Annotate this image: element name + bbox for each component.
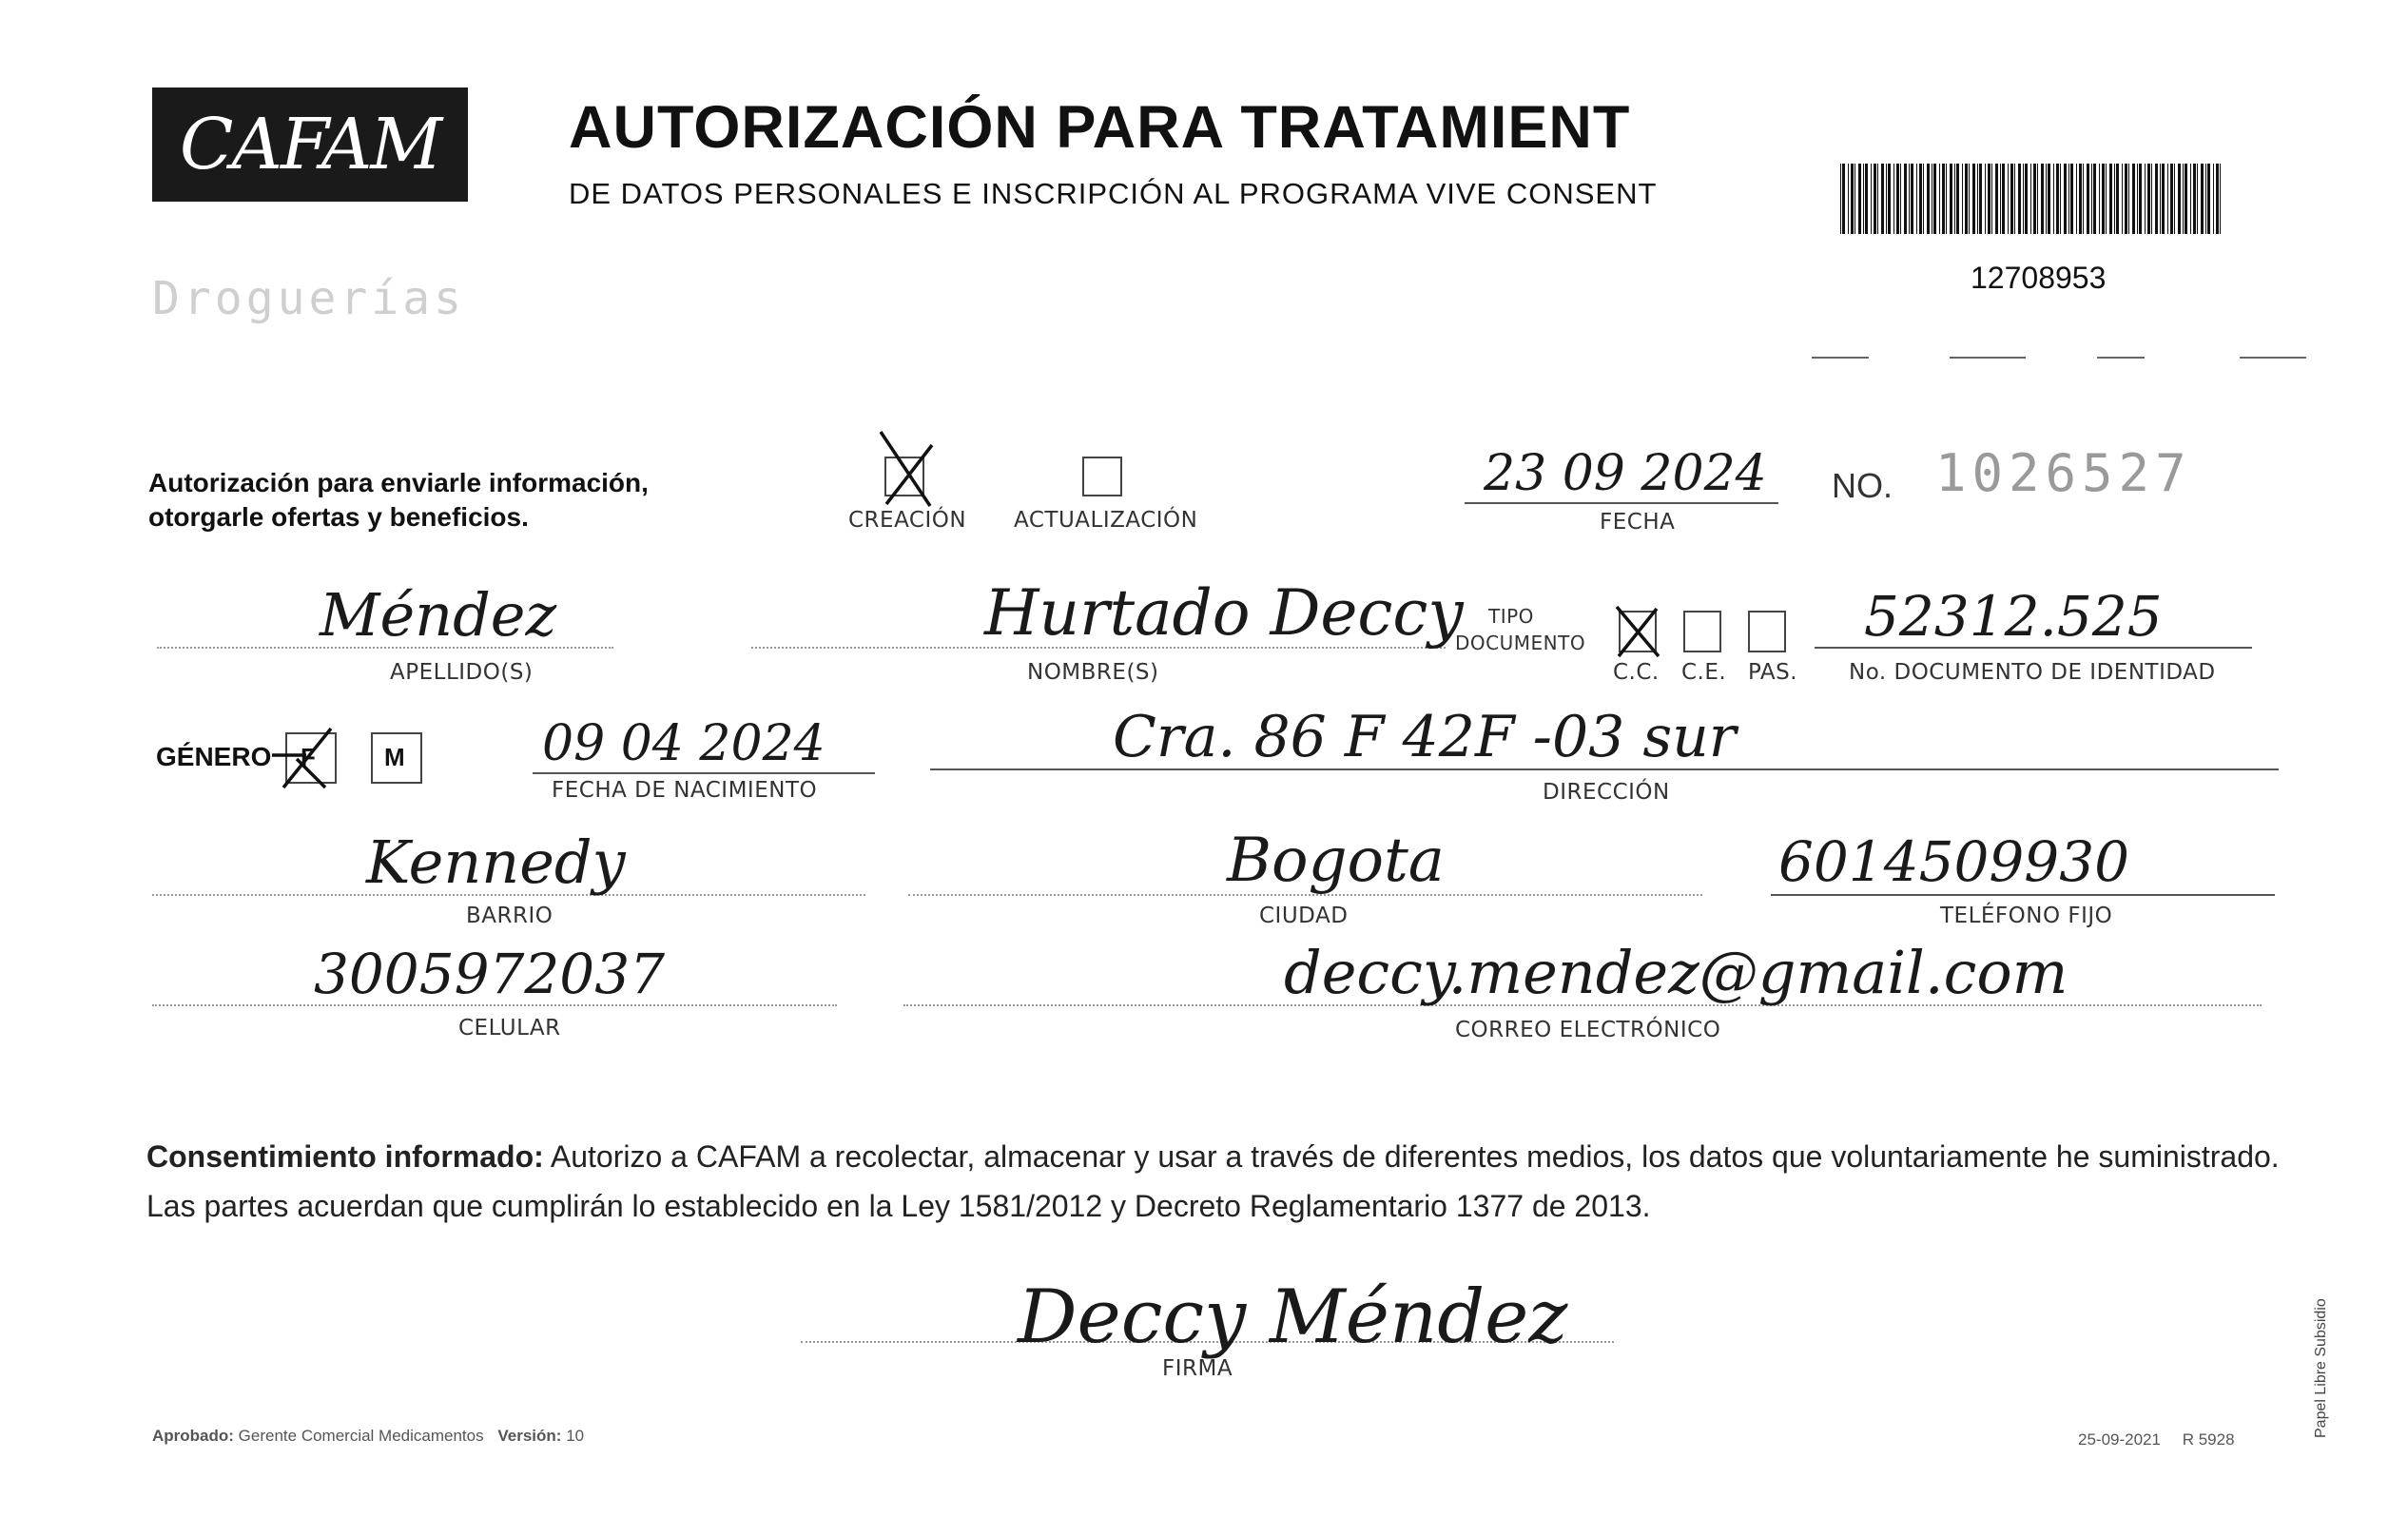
barcode-bar: [2167, 164, 2168, 234]
barcode-bar: [1988, 164, 1990, 234]
barcode-bar: [1985, 164, 1986, 234]
barcode-bar: [2056, 164, 2059, 234]
barcode-bar: [1874, 164, 1876, 234]
apellidos-value: Méndez: [320, 580, 557, 650]
barcode-bar: [2102, 164, 2105, 234]
barcode-bar: [2155, 164, 2158, 234]
check-mark-icon: [1611, 601, 1664, 662]
barcode-bar: [1909, 164, 1910, 234]
barcode-bar: [1962, 164, 1963, 234]
consent-body: Autorizo a CAFAM a recolectar, almacenar y usar a través de diferentes medios, los datos que voluntariamente he suministrado. Las partes acuerdan que cumplirán lo establecido en la Ley 1581/2012 y Decreto Reglamentario 1377 de 2013.: [146, 1139, 2280, 1223]
nombres-value: Hurtado Deccy: [984, 576, 1464, 650]
correo-value: deccy.mendez@gmail.com: [1284, 938, 2068, 1007]
barcode-bar: [1900, 164, 1901, 234]
barcode-bar: [1965, 164, 1968, 234]
tipo-documento-label-2: DOCUMENTO: [1455, 632, 1586, 654]
barcode-bar: [2162, 164, 2165, 234]
barcode-bar: [1950, 164, 1952, 234]
f-label: F: [301, 743, 316, 771]
genero-label: GÉNERO: [156, 742, 272, 771]
nombres-label: NOMBRE(S): [1027, 660, 1159, 685]
barcode-bar: [1863, 164, 1864, 234]
version-label: Versión:: [497, 1427, 562, 1445]
consent-paragraph: [146, 1132, 2286, 1231]
barcode-bar: [2064, 164, 2067, 234]
barcode-bar: [1916, 164, 1917, 234]
barcode-bar: [2046, 164, 2047, 234]
correo-label: CORREO ELECTRÓNICO: [1455, 1018, 1721, 1042]
barrio-label: BARRIO: [466, 904, 553, 928]
cafam-logo: [152, 88, 468, 202]
barcode-bar: [1979, 164, 1982, 234]
barcode-bar: [2174, 164, 2175, 234]
barcode-bar: [2205, 164, 2206, 234]
fecha-line: [1465, 502, 1778, 504]
barcode-bar: [2183, 164, 2184, 234]
barcode-bar: [2116, 164, 2119, 234]
barcode-bar: [2160, 164, 2161, 234]
direccion-value: Cra. 86 F 42F -03 sur: [1113, 704, 1737, 770]
no-label: NO.: [1832, 466, 1893, 505]
authorization-text: Autorización para enviarle información, otorgarle ofertas y beneficios.: [148, 468, 649, 532]
barcode-bar: [2145, 164, 2146, 234]
barcode-bar: [2030, 164, 2031, 234]
barcode-bar: [1848, 164, 1849, 234]
signature-value: Deccy Méndez: [1018, 1274, 1568, 1360]
barcode-bar: [1896, 164, 1899, 234]
telefono-label: TELÉFONO FIJO: [1940, 904, 2113, 928]
barcode-bar: [2220, 164, 2221, 234]
form-number: 1026527: [1935, 443, 2192, 503]
barcode-bar: [2109, 164, 2112, 234]
divider: [1812, 357, 1869, 359]
ciudad-value: Bogota: [1227, 826, 1445, 896]
direccion-label: DIRECCIÓN: [1543, 780, 1670, 805]
signature-label: FIRMA: [1162, 1356, 1233, 1381]
tipo-documento-label: TIPO: [1488, 605, 1534, 628]
actualizacion-checkbox[interactable]: [1082, 457, 1122, 496]
barcode-bar: [2147, 164, 2150, 234]
celular-value: 3005972037: [314, 942, 666, 1006]
actualizacion-label: ACTUALIZACIÓN: [1014, 508, 1198, 533]
divider: [2097, 357, 2145, 359]
logo-text: CAFAM: [179, 104, 441, 185]
barcode-bar: [2037, 164, 2038, 234]
vertical-side-text: Papel Libre Subsidio: [2313, 1298, 2329, 1438]
barcode-bar: [1877, 164, 1878, 234]
barcode-bar: [1977, 164, 1978, 234]
barcode-bar: [1881, 164, 1884, 234]
form-title: AUTORIZACIÓN PARA TRATAMIENT: [569, 94, 1631, 161]
barcode-bar: [2018, 164, 2021, 234]
check-mark-icon: [268, 721, 354, 791]
fecha-nacimiento-line: [533, 772, 875, 774]
fecha-label: FECHA: [1600, 510, 1676, 535]
barcode-bar: [2053, 164, 2054, 234]
barcode-bar: [1893, 164, 1894, 234]
footer-aprobado: [152, 1427, 584, 1446]
barcode-number: 12708953: [1971, 261, 2107, 295]
m-label: M: [384, 743, 405, 771]
barcode-bar: [2002, 164, 2005, 234]
barcode-bar: [2170, 164, 2173, 234]
ce-label: C.E.: [1681, 660, 1727, 685]
barcode-bar: [2068, 164, 2069, 234]
barcode-bar: [1851, 164, 1854, 234]
barcode-bar: [1969, 164, 1970, 234]
barcode-bar: [1865, 164, 1868, 234]
apellidos-label: APELLIDO(S): [390, 660, 534, 685]
form-subtitle: DE DATOS PERSONALES E INSCRIPCIÓN AL PROGRAMA VIVE CONSENT: [569, 177, 1658, 210]
barcode-bar: [2099, 164, 2100, 234]
barcode-bar: [1954, 164, 1955, 234]
barcode-bar: [2083, 164, 2084, 234]
barcode-bar: [2193, 164, 2196, 234]
barcode-bar: [2087, 164, 2089, 234]
pas-checkbox[interactable]: [1748, 611, 1786, 652]
barcode-bar: [2025, 164, 2028, 234]
barcode-bar: [2178, 164, 2181, 234]
barcode-bar: [1886, 164, 1887, 234]
barcode-bar: [2213, 164, 2214, 234]
barcode-bar: [2122, 164, 2123, 234]
telefono-line: [1771, 894, 2275, 896]
barcode-bar: [1991, 164, 1992, 234]
barcode-bar: [1939, 164, 1940, 234]
ce-checkbox[interactable]: [1683, 611, 1721, 652]
barcode-bar: [2010, 164, 2013, 234]
barcode-bar: [1995, 164, 1998, 234]
barcode-bar: [2008, 164, 2009, 234]
barcode-bar: [2048, 164, 2050, 234]
date-code: 25-09-2021: [2078, 1430, 2161, 1449]
fecha-nacimiento-label: FECHA DE NACIMIENTO: [552, 778, 818, 803]
barcode-bar: [1923, 164, 1924, 234]
barrio-value: Kennedy: [366, 827, 626, 897]
barcode-bar: [2132, 164, 2135, 234]
celular-label: CELULAR: [458, 1016, 561, 1041]
barcode-bar: [1904, 164, 1907, 234]
barcode-bar: [1972, 164, 1975, 234]
barcode-bar: [1888, 164, 1891, 234]
documento-label: No. DOCUMENTO DE IDENTIDAD: [1849, 660, 2216, 685]
barcode-bar: [1956, 164, 1959, 234]
pas-label: PAS.: [1748, 660, 1798, 685]
barcode-bar: [1840, 164, 1841, 234]
barcode-bar: [2000, 164, 2001, 234]
fecha-value: 23 09 2024: [1484, 445, 1767, 502]
aprobado-label: Aprobado:: [152, 1427, 234, 1445]
telefono-value: 6014509930: [1778, 829, 2130, 894]
ciudad-label: CIUDAD: [1259, 904, 1349, 928]
cc-label: C.C.: [1613, 660, 1660, 685]
check-mark-icon: [873, 428, 940, 514]
barcode-bar: [1871, 164, 1872, 234]
genero-m-checkbox[interactable]: [371, 732, 422, 784]
form-code: R 5928: [2182, 1430, 2235, 1449]
barcode-bar: [1919, 164, 1922, 234]
barcode-bar: [2033, 164, 2036, 234]
footer-codes: [2078, 1430, 2235, 1449]
barcode-bar: [2114, 164, 2115, 234]
barcode-bar: [2197, 164, 2198, 234]
barcode-bar: [2201, 164, 2204, 234]
barcode-bar: [2128, 164, 2129, 234]
barcode-bar: [2093, 164, 2096, 234]
barcode-bar: [2125, 164, 2127, 234]
barcode-icon: [1840, 164, 2221, 234]
barcode-bar: [2216, 164, 2219, 234]
consent-heading: Consentimiento informado:: [146, 1139, 544, 1174]
barcode-bar: [2070, 164, 2073, 234]
sub-logo: Droguerías: [152, 272, 465, 325]
barcode-bar: [1842, 164, 1845, 234]
barcode-bar: [2185, 164, 2187, 234]
barcode-bar: [1942, 164, 1945, 234]
barcode-bar: [2041, 164, 2044, 234]
aprobado-value: Gerente Comercial Medicamentos: [238, 1427, 484, 1445]
barcode-bar: [2207, 164, 2210, 234]
version-value: 10: [566, 1427, 585, 1445]
barcode-bar: [2091, 164, 2092, 234]
barcode-bar: [1911, 164, 1913, 234]
barcode-bar: [2139, 164, 2142, 234]
divider: [2240, 357, 2306, 359]
barcode-bar: [2106, 164, 2107, 234]
barcode-bar: [1927, 164, 1930, 234]
barcode-bar: [1858, 164, 1861, 234]
barcode-bar: [2079, 164, 2082, 234]
barcode-bar: [2190, 164, 2191, 234]
fecha-nacimiento-value: 09 04 2024: [542, 715, 825, 772]
documento-value: 52312.525: [1864, 584, 2163, 649]
barcode-bar: [1933, 164, 1936, 234]
barcode-bar: [2060, 164, 2061, 234]
barcode-bar: [2014, 164, 2015, 234]
barcode-bar: [2023, 164, 2024, 234]
creacion-label: CREACIÓN: [848, 508, 967, 533]
barcode-bar: [2076, 164, 2077, 234]
barcode-bar: [2151, 164, 2152, 234]
barcode-bar: [1946, 164, 1947, 234]
divider: [1950, 357, 2026, 359]
barcode-bar: [2137, 164, 2138, 234]
